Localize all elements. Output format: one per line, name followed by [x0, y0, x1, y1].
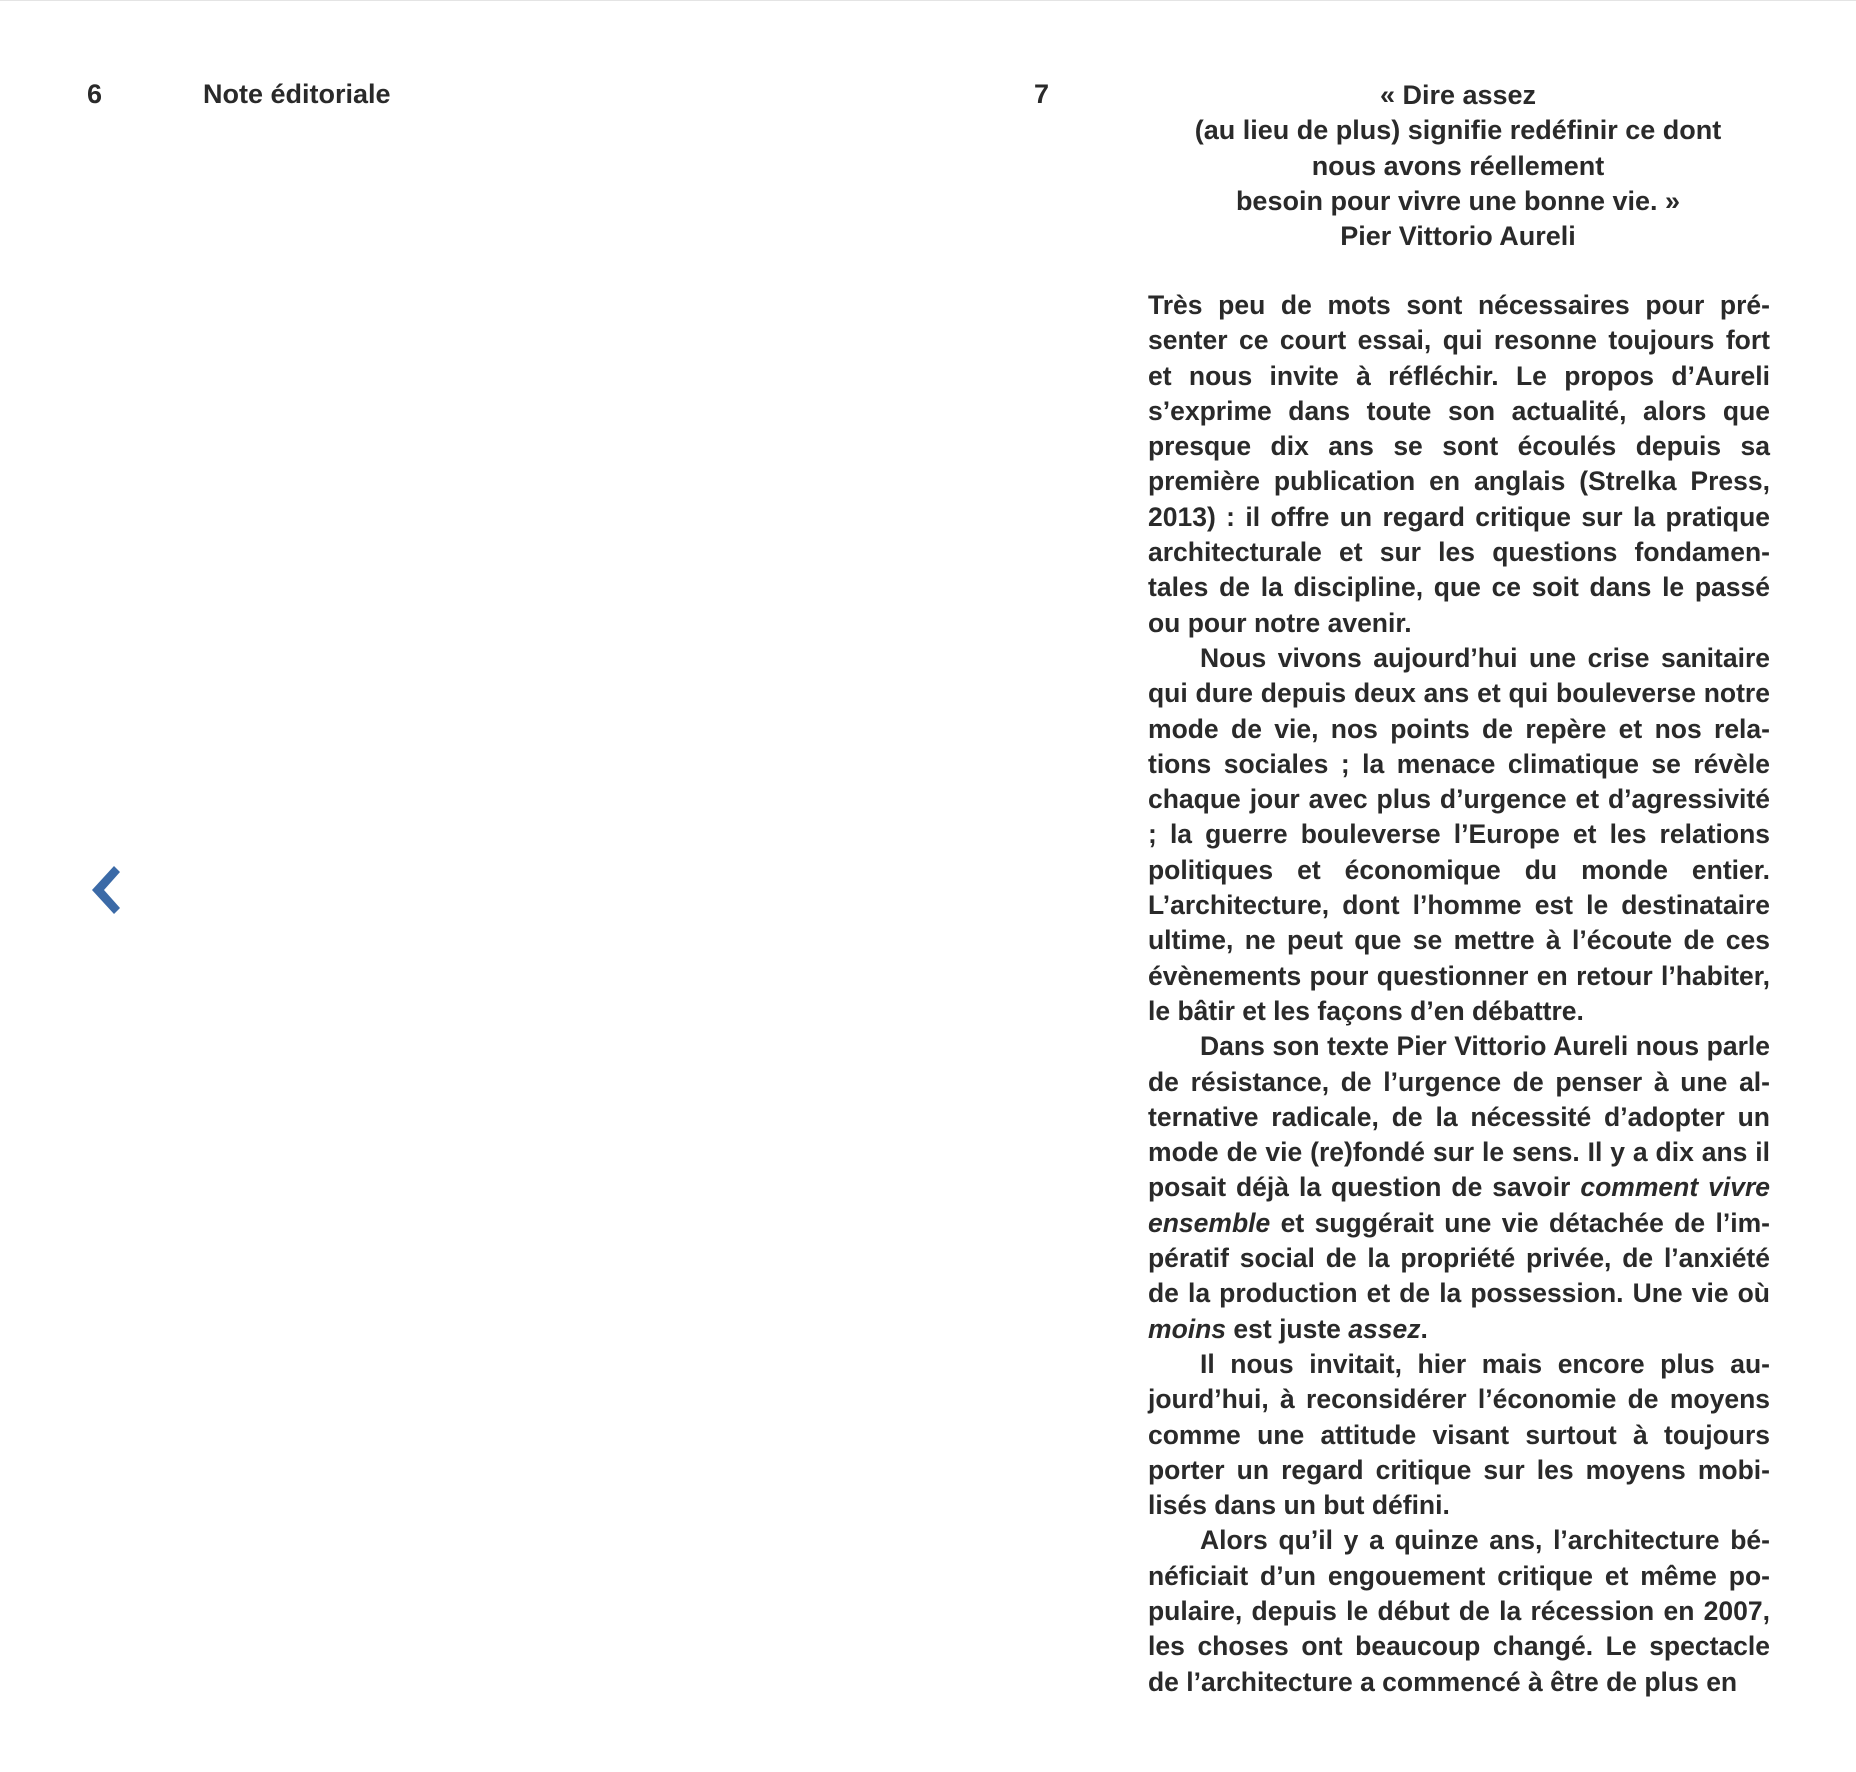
emphasis-text: comment vivre ensemble — [1148, 1172, 1770, 1238]
paragraph — [1148, 1029, 1770, 1347]
epigraph-line: (au lieu de plus) signifie redéfinir ce dont — [1194, 115, 1722, 146]
epigraph-author: Pier Vittorio Aureli — [1340, 221, 1576, 252]
paragraph: Très peu de mots sont nécessaires pour présenter ce court essai, qui resonne toujours fort et nous invite à réfléchir. Le propos d’Aureli s’exprime dans toute son actualité, alors que presque dix ans se sont écoulés depuis sa première publication en anglais (Strelka Press, 2013) : il offre un regard critique sur la pratique architecturale et sur les questions fondamentales de la discipline, que ce soit dans le passé ou pour notre avenir. — [1148, 290, 1770, 638]
previous-page-button[interactable] — [84, 860, 124, 920]
paragraph: Alors qu’il y a quinze ans, l’architecture bénéficiait d’un engouement critique et même populaire, depuis le début de la récession en 2007, les choses ont beaucoup changé. Le spectacle de l’architecture a commencé à être de plus en — [1148, 1525, 1770, 1697]
epigraph-line: « Dire assez — [1379, 80, 1537, 110]
paragraph: Il nous invitait, hier mais encore plus aujourd’hui, à reconsidérer l’économie de moyens comme une attitude visant surtout à toujours porter un regard critique sur les moyens mobilisés dans un but défini. — [1148, 1348, 1770, 1521]
paragraph: Nous vivons aujourd’hui une crise sanitaire qui dure depuis deux ans et qui bouleverse notre mode de vie, nos points de repère et nos relations sociales ; la menace climatique se révèle chaque jour avec plus d’urgence et d’agressivité ; la guerre bouleverse l’Europe et les relations politiques et économique du monde entier. L’architecture, dont l’homme est le destinataire ultime, ne peut que se mettre à l’écoute de ces évènements pour questionner en retour l’habiter, le bâtir et les façons d’en débattre. — [1148, 642, 1770, 1026]
epigraph-line: nous avons réellement — [1311, 150, 1605, 181]
emphasis-text: moins — [1148, 1313, 1227, 1344]
running-head: Note éditoriale — [203, 79, 391, 109]
emphasis-text: assez — [1348, 1313, 1421, 1344]
paragraph-text: . — [1420, 1313, 1428, 1344]
body-text — [1148, 288, 1770, 1700]
paragraph-text: et suggérait une vie détachée de l’impératif social de la propriété privée, de l’anxiété de la production et de la possession. Une vie où — [1148, 1207, 1770, 1309]
page-number-left: 6 — [87, 79, 103, 109]
page-number-right: 7 — [1034, 79, 1050, 109]
paragraph-text: est juste — [1226, 1313, 1349, 1344]
top-border — [0, 0, 1856, 1]
paragraph-text: Dans son texte Pier Vittorio Aureli nous parle de résistance, de l’urgence de penser à une alternative radicale, de la nécessité d’adopter un mode de vie (re)fondé sur le sens. Il y a dix ans il posait déjà la question de savoir — [1148, 1031, 1770, 1203]
chevron-left-icon — [84, 860, 124, 920]
epigraph — [1140, 78, 1776, 254]
epigraph-line: besoin pour vivre une bonne vie. » — [1235, 185, 1681, 216]
